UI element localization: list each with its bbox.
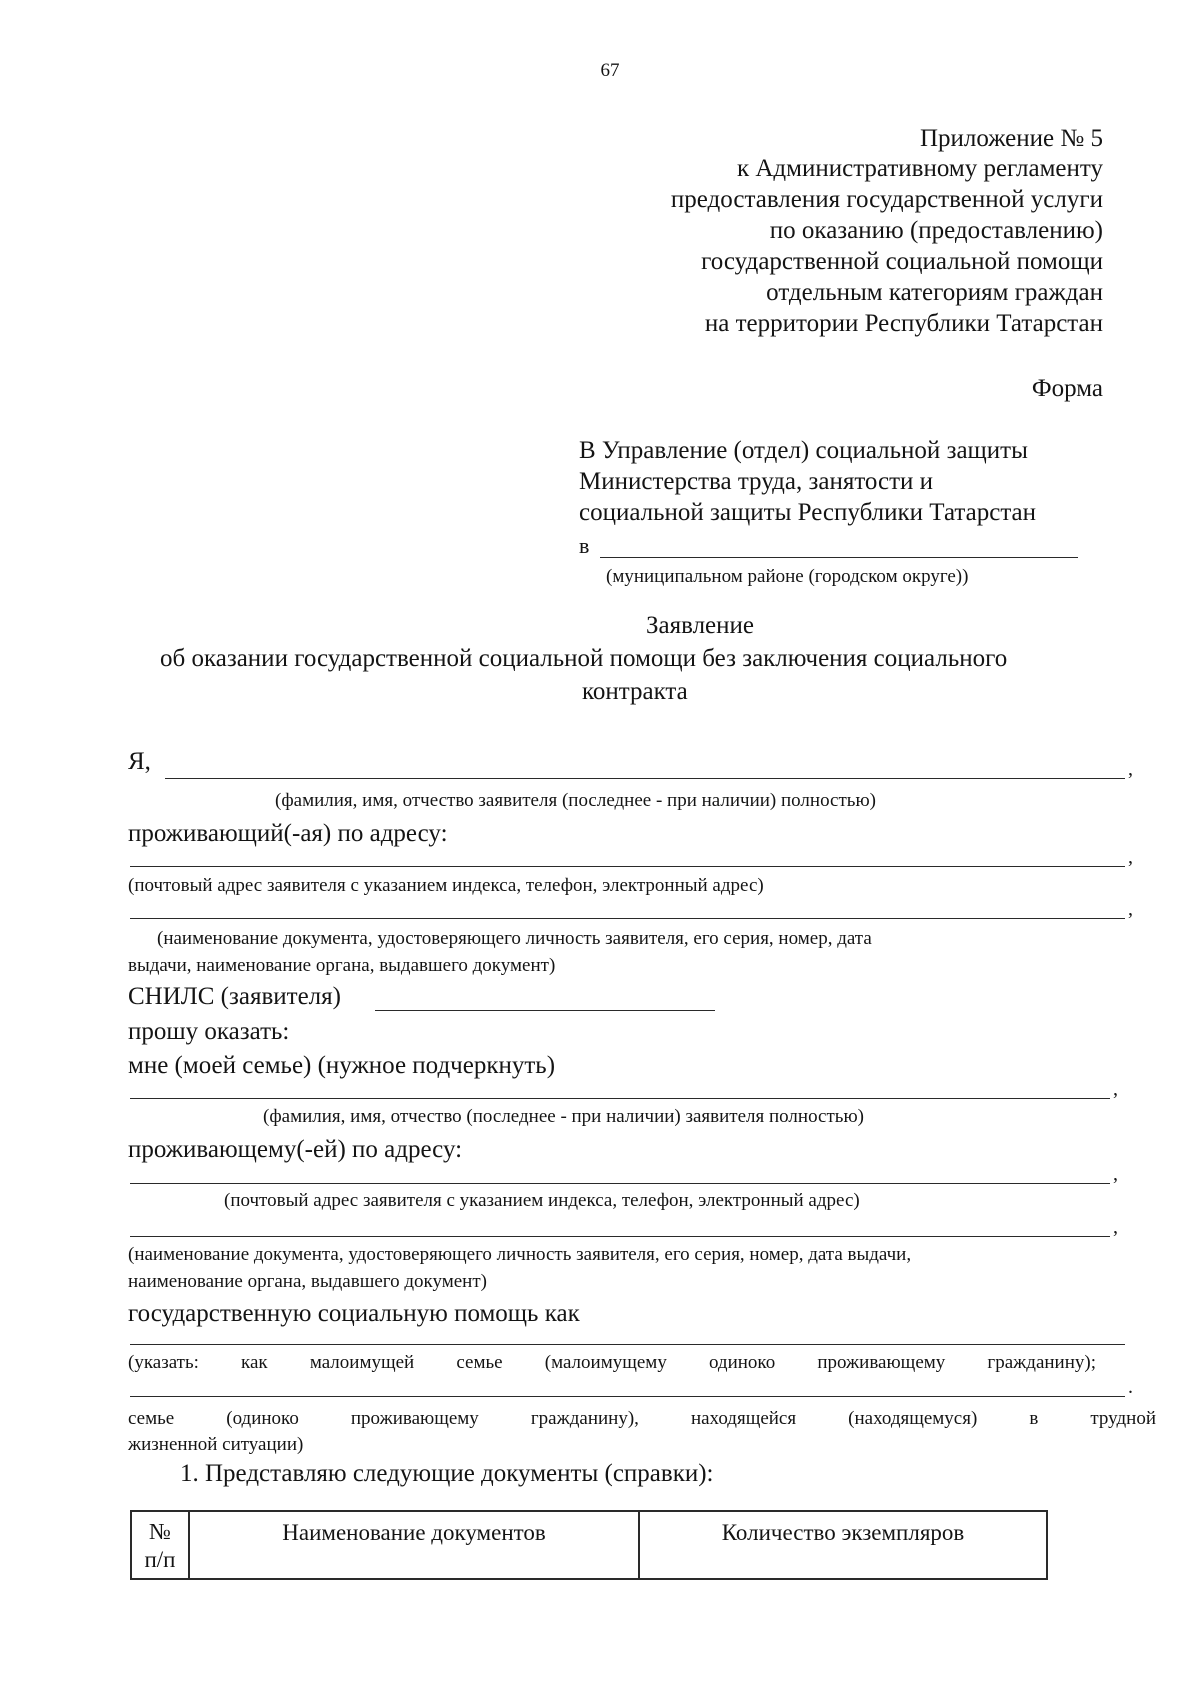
appendix-line-4: по оказанию (предоставлению) [769,217,1103,244]
table-header-row [131,1511,1047,1579]
applicant-address-field[interactable] [130,866,1125,867]
comma: , [1113,1078,1118,1100]
recipient-document-hint-1: (наименование документа, удостоверяющего личность заявителя, его серия, номер, дата выдачи, [128,1244,912,1265]
municipality-field[interactable] [600,557,1078,558]
applicant-address-hint: (почтовый адрес заявителя с указанием индекса, телефон, электронный адрес) [128,875,764,896]
comma: , [1128,898,1133,920]
applicant-name-field[interactable] [165,778,1125,779]
snils-label: СНИЛС (заявителя) [128,983,341,1010]
snils-field[interactable] [375,1010,715,1011]
recipient-document-field[interactable] [130,1236,1110,1237]
help-type-field-2[interactable] [130,1396,1125,1397]
recipient-address-label: проживающему(-ей) по адресу: [128,1136,463,1163]
addressee-prefix: в [579,533,590,558]
request-label: прошу оказать: [128,1018,290,1045]
page-number: 67 [600,60,620,81]
help-type-field-1[interactable] [130,1344,1125,1345]
help-type-hint-3: жизненной ситуации) [128,1434,304,1455]
period: . [1128,1376,1133,1398]
addressee-line-3: социальной защиты Республики Татарстан [579,499,1037,526]
appendix-line-2: к Административному регламенту [736,155,1103,182]
help-type-label: государственную социальную помощь как [128,1300,580,1327]
help-type-hint-1: (указать: как малоимущей семье (малоимущему одиноко проживающему гражданину); [128,1352,1096,1373]
column-header-document-name: Наименование документов [189,1511,639,1579]
appendix-line-6: отдельным категориям граждан [766,279,1103,306]
applicant-document-field[interactable] [130,918,1125,919]
help-type-hint-2: семье (одиноко проживающему гражданину), находящейся (находящемуся) в трудной [128,1408,1156,1429]
statement-title-line-2: контракта [582,678,688,705]
documents-table [130,1510,1048,1580]
statement-heading: Заявление [645,612,755,639]
applicant-address-label: проживающий(-ая) по адресу: [128,820,448,847]
request-whom: мне (моей семье) (нужное подчеркнуть) [128,1052,556,1079]
municipality-hint: (муниципальном районе (городском округе)) [606,566,969,587]
appendix-line-1: Приложение № 5 [919,125,1103,152]
statement-title-line-1: об оказании государственной социальной помощи без заключения социального [160,645,1008,672]
appendix-line-7: на территории Республики Татарстан [704,310,1103,337]
recipient-document-hint-2: наименование органа, выдавшего документ) [128,1271,487,1292]
appendix-line-5: государственной социальной помощи [701,248,1103,275]
applicant-prefix: Я, [128,748,151,775]
addressee-line-2: Министерства труда, занятости и [579,468,934,495]
column-header-count: Количество экземпляров [639,1511,1047,1579]
column-header-number: № п/п [131,1511,189,1579]
recipient-name-hint: (фамилия, имя, отчество (последнее - при наличии) заявителя полностью) [263,1106,864,1127]
recipient-name-field[interactable] [130,1098,1110,1099]
applicant-document-hint-1: (наименование документа, удостоверяющего личность заявителя, его серия, номер, дата [157,928,872,949]
recipient-address-field[interactable] [130,1183,1110,1184]
comma: , [1128,846,1133,868]
comma: , [1113,1216,1118,1238]
recipient-address-hint: (почтовый адрес заявителя с указанием индекса, телефон, электронный адрес) [224,1190,860,1211]
applicant-document-hint-2: выдачи, наименование органа, выдавшего документ) [128,955,556,976]
comma: , [1128,758,1133,780]
comma: , [1113,1163,1118,1185]
documents-intro: 1. Представляю следующие документы (справки): [180,1460,714,1487]
form-label: Форма [1031,375,1103,402]
addressee-line-1: В Управление (отдел) социальной защиты [579,437,1028,464]
appendix-line-3: предоставления государственной услуги [670,186,1103,213]
applicant-name-hint: (фамилия, имя, отчество заявителя (последнее - при наличии) полностью) [275,790,876,811]
